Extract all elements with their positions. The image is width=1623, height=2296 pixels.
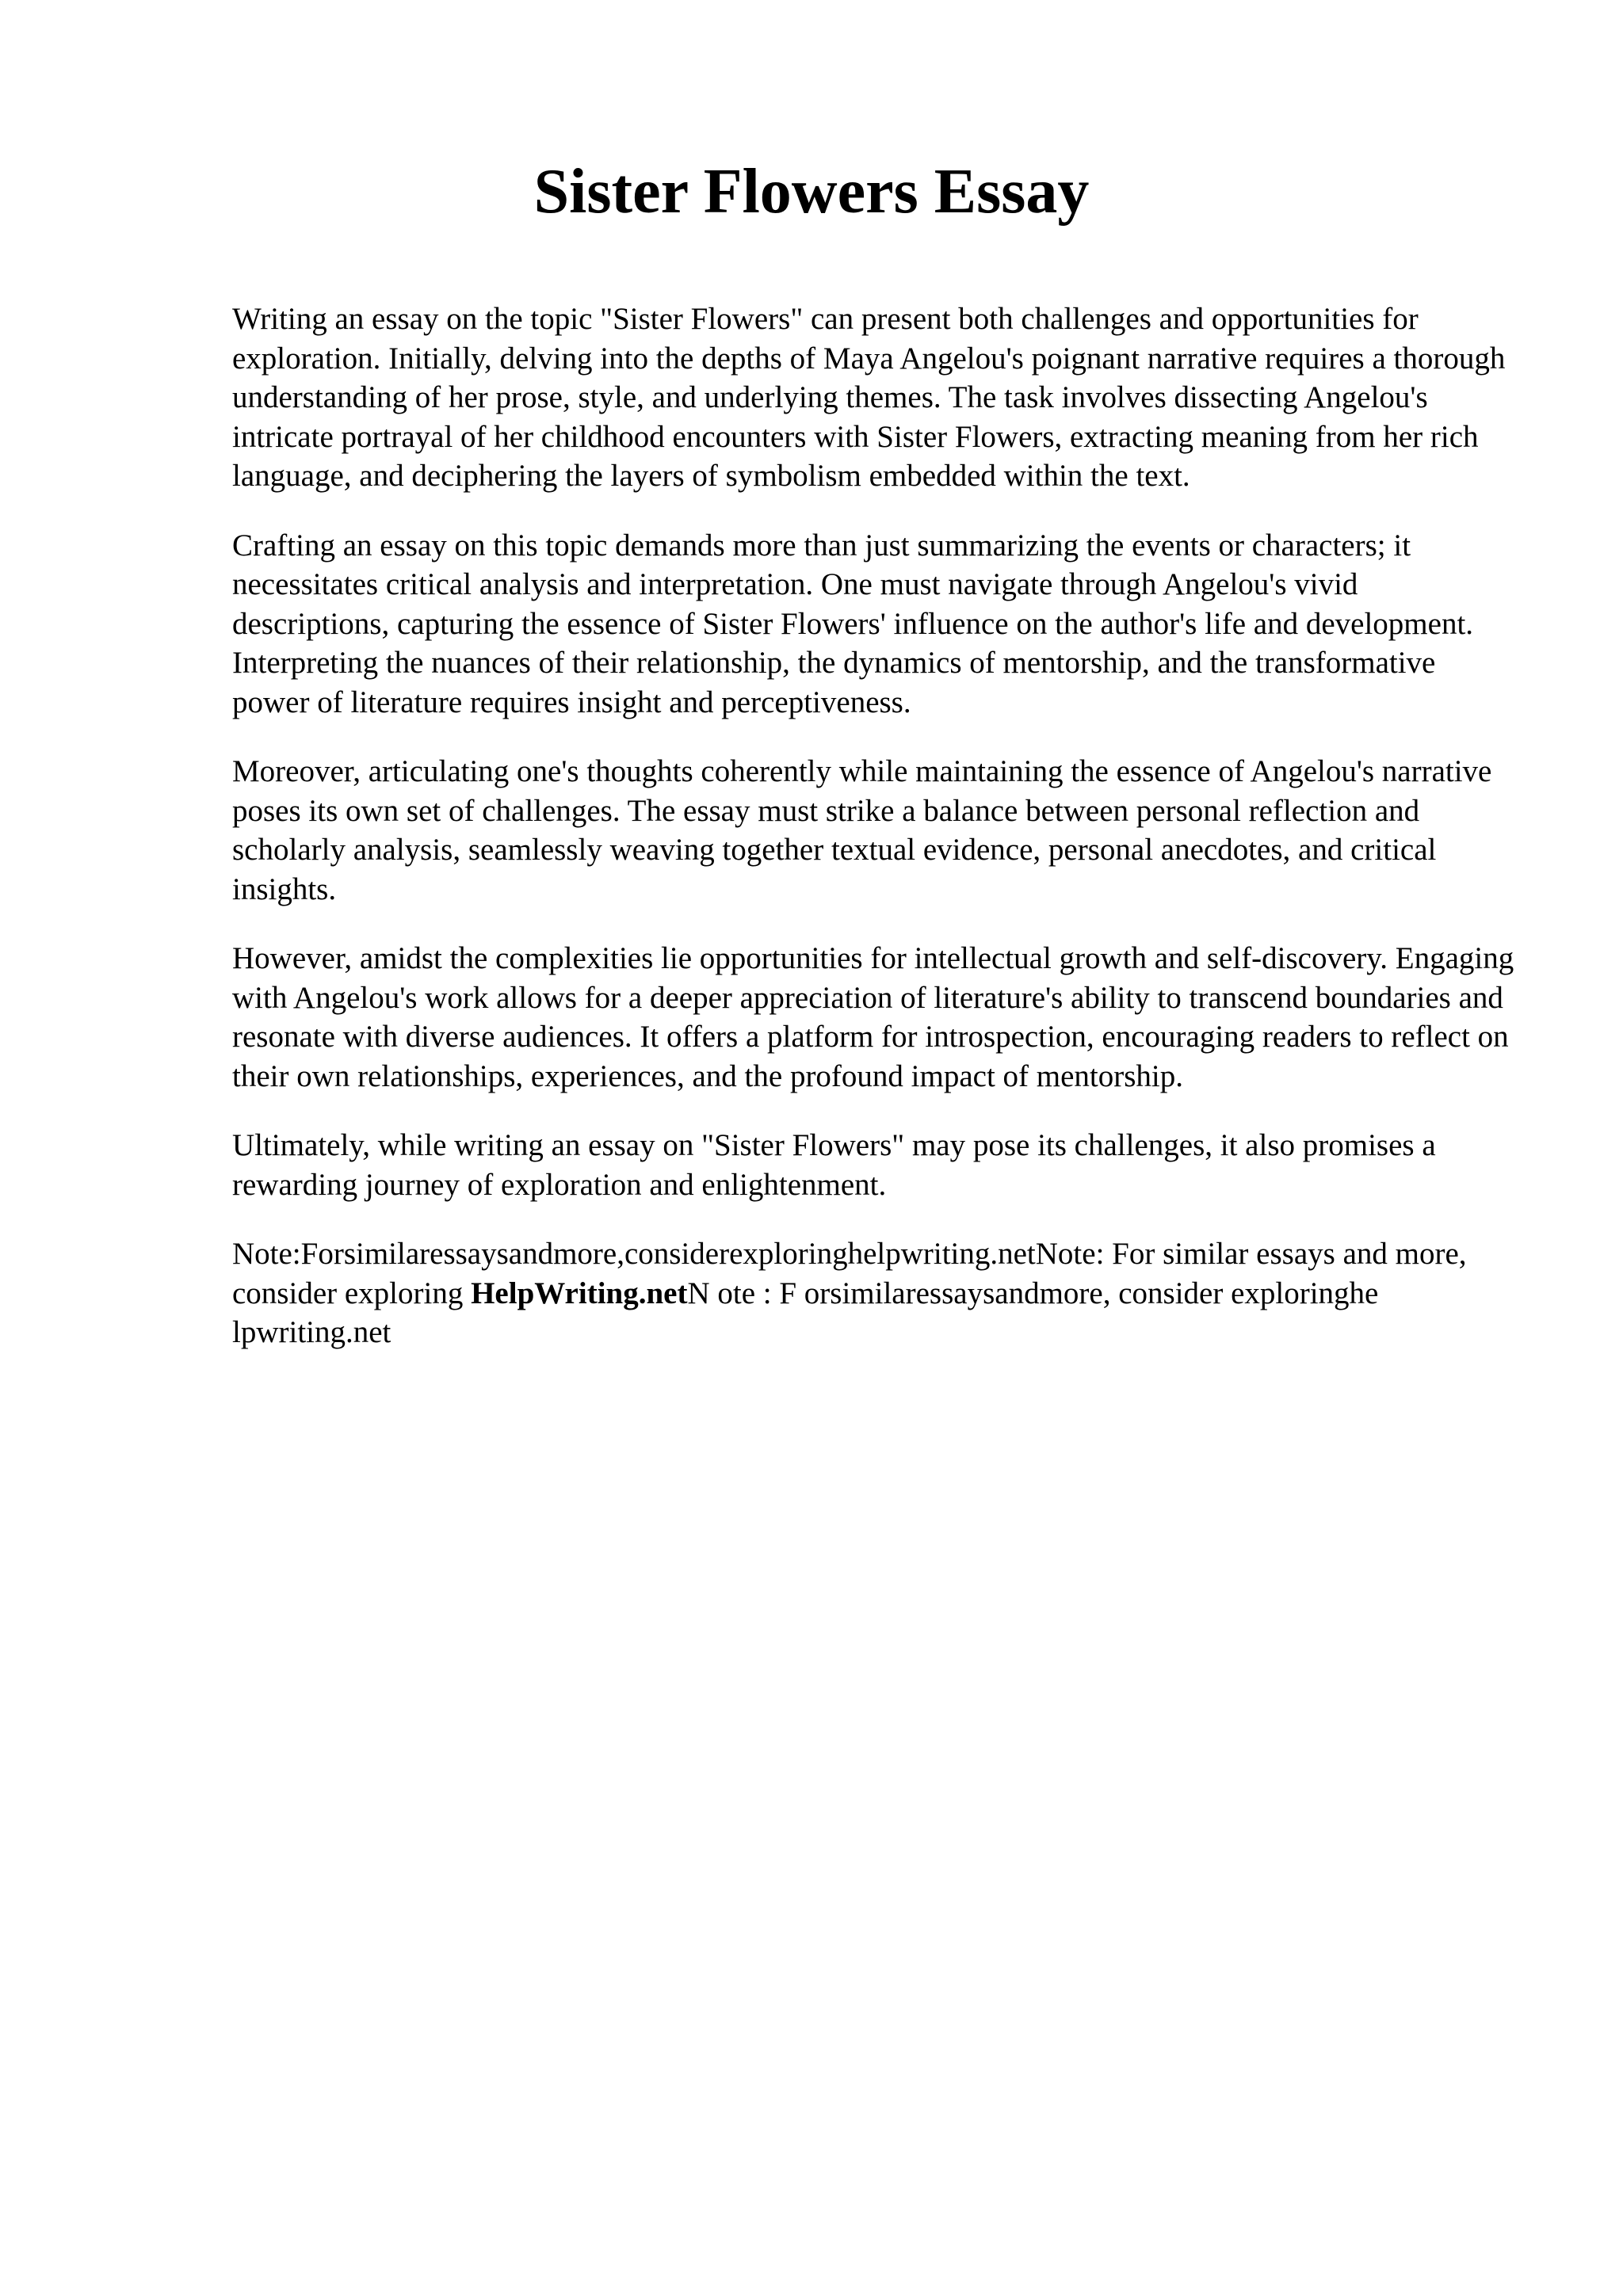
essay-body: [232, 299, 1520, 1383]
page-title: Sister Flowers Essay: [533, 157, 1090, 227]
paragraph-2: Crafting an essay on this topic demands more than just summarizing the events or characters; it necessitates critical analysis and interpretation. One must navigate through Angelou's vivid descriptions, capturing the essence of Sister Flowers' influence on the author's life and development. Interpreting the nuances of their relationship, the dynamics of mentorship, and the transformative power of literature requires insight and perceptiveness.: [232, 528, 1474, 719]
note-prefix: Note:Forsimilaressaysandmore,considerexploringhelpwriting.netNote: For similar essays and more, consider exploring: [232, 1237, 1467, 1310]
paragraph-4: However, amidst the complexities lie opportunities for intellectual growth and self-discovery. Engaging with Angelou's work allows for a deeper appreciation of literature's ability to transcend boundaries and resonate with diverse audiences. It offers a platform for introspection, encouraging readers to reflect on their own relationships, experiences, and the profound impact of mentorship.: [232, 941, 1514, 1093]
note-suffix: N ote : F orsimilaressaysandmore, consider exploringhe lpwriting.net: [232, 1276, 1379, 1349]
helpwriting-link[interactable]: HelpWriting.net: [471, 1276, 688, 1310]
note-paragraph: [232, 1234, 1520, 1352]
paragraph-3: Moreover, articulating one's thoughts coherently while maintaining the essence of Angelou's narrative poses its own set of challenges. The essay must strike a balance between personal reflection and scholarly analysis, seamlessly weaving together textual evidence, personal anecdotes, and critical insights.: [232, 754, 1492, 906]
paragraph-1: Writing an essay on the topic "Sister Flowers" can present both challenges and opportunities for exploration. Initially, delving into the depths of Maya Angelou's poignant narrative requires a thorough understanding of her prose, style, and underlying themes. The task involves dissecting Angelou's intricate portrayal of her childhood encounters with Sister Flowers, extracting meaning from her rich language, and deciphering the layers of symbolism embedded within the text.: [232, 302, 1506, 493]
paragraph-5: Ultimately, while writing an essay on "Sister Flowers" may pose its challenges, it also promises a rewarding journey of exploration and enlightenment.: [232, 1128, 1436, 1202]
